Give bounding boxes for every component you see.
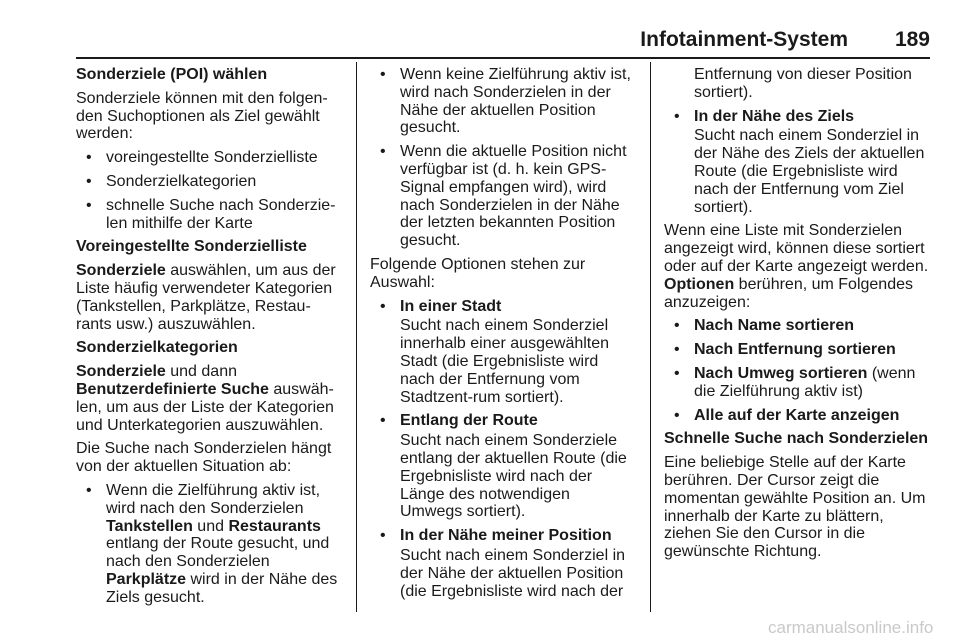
paragraph: Eine beliebige Stelle auf der Karte berühren. Der Cursor zeigt die momentan gewählte Position an. Um innerhalb der Karte zu blättern, ziehen Sie den Cursor in die gewünschte Richtung. <box>664 454 926 561</box>
paragraph: Wenn eine Liste mit Sonderzielen angezeigt wird, können diese sortiert oder auf der Karte angezeigt werden. Optionen berühren, um Folgendes anzuzeigen: <box>664 222 929 311</box>
list-item: • voreingestellte Sonderzielliste <box>76 149 346 167</box>
column-2 <box>370 66 634 606</box>
sort-list <box>664 317 930 424</box>
paragraph: Sonderziele können mit den folgen-den Suchoptionen als Ziel gewählt werden: <box>76 89 328 143</box>
column-divider <box>650 62 651 612</box>
option-list <box>370 298 634 601</box>
list-item: • Nach Name sortieren <box>664 317 930 335</box>
chapter-title: Infotainment-System <box>640 28 848 51</box>
paragraph: Die Suche nach Sonderzielen hängt von der aktuellen Situation ab: <box>76 440 332 476</box>
list-item: • Wenn keine Zielführung aktiv ist, wird nach Sonderzielen in der Nähe der aktuellen Position gesucht. <box>370 66 634 137</box>
list-item: • Wenn die Zielführung aktiv ist, wird nach den Sonderzielen Tankstellen und Restaurants entlang der Route gesucht, und nach den Sonderzielen Parkplätze wird in der Nähe des Ziels gesucht. <box>76 482 346 607</box>
continued-text: Entfernung von dieser Position sortiert). <box>694 66 912 101</box>
section-heading: Voreingestellte Sonderzielliste <box>76 238 307 256</box>
header-rule <box>76 57 930 59</box>
paragraph: Folgende Optionen stehen zur Auswahl: <box>370 255 586 291</box>
list-item: • Alle auf der Karte anzeigen <box>664 407 930 425</box>
watermark: carmanualsonline.info <box>768 618 934 637</box>
bullet-list <box>76 482 346 607</box>
column-3 <box>664 66 930 567</box>
bullet-list <box>76 149 346 232</box>
bullet-list <box>370 66 634 250</box>
section-heading: Sonderzielkategorien <box>76 339 238 357</box>
option-list <box>664 108 930 217</box>
column-divider <box>356 62 357 612</box>
list-item: • In einer Stadt Sucht nach einem Sonderziel innerhalb einer ausgewählten Stadt (die Ergebnisliste wird nach der Entfernung vom Stadtzent-rum sortiert). <box>370 298 634 407</box>
paragraph: Sonderziele und dann Benutzerdefinierte Suche auswäh-len, um aus der Liste der Kategorien und Unterkategorien auszuwählen. <box>76 363 334 434</box>
section-heading: Schnelle Suche nach Sonderzielen <box>664 430 929 448</box>
list-item: • schnelle Suche nach Sonderzie-len mithilfe der Karte <box>76 197 346 233</box>
list-item: • Sonderzielkategorien <box>76 173 346 191</box>
list-item: • In der Nähe des Ziels Sucht nach einem Sonderziel in der Nähe des Ziels der aktuellen Route (die Ergebnisliste wird nach der Entfernung vom Ziel sortiert). <box>664 108 930 217</box>
list-item: • In der Nähe meiner Position Sucht nach einem Sonderziel in der Nähe der aktuellen Position (die Ergebnisliste wird nach der <box>370 527 634 600</box>
page-header <box>0 28 930 58</box>
paragraph: Sonderziele auswählen, um aus der Liste häufig verwendeter Kategorien (Tankstellen, Parkplätze, Restau-rants usw.) auszuwählen. <box>76 262 336 333</box>
list-item: • Nach Umweg sortieren (wenn die Zielführung aktiv ist) <box>664 365 930 401</box>
list-item: • Entlang der Route Sucht nach einem Sonderziele entlang der aktuellen Route (die Ergebnisliste wird nach der Länge des notwendigen Umwegs sortiert). <box>370 412 634 521</box>
column-1 <box>76 66 346 613</box>
page-number: 189 <box>894 28 930 51</box>
list-item: • Wenn die aktuelle Position nicht verfügbar ist (d. h. kein GPS-Signal empfangen wird), wird nach Sonderzielen in der Nähe der letzten bekannten Position gesucht. <box>370 143 634 250</box>
section-heading: Sonderziele (POI) wählen <box>76 66 268 83</box>
list-item: • Nach Entfernung sortieren <box>664 341 930 359</box>
